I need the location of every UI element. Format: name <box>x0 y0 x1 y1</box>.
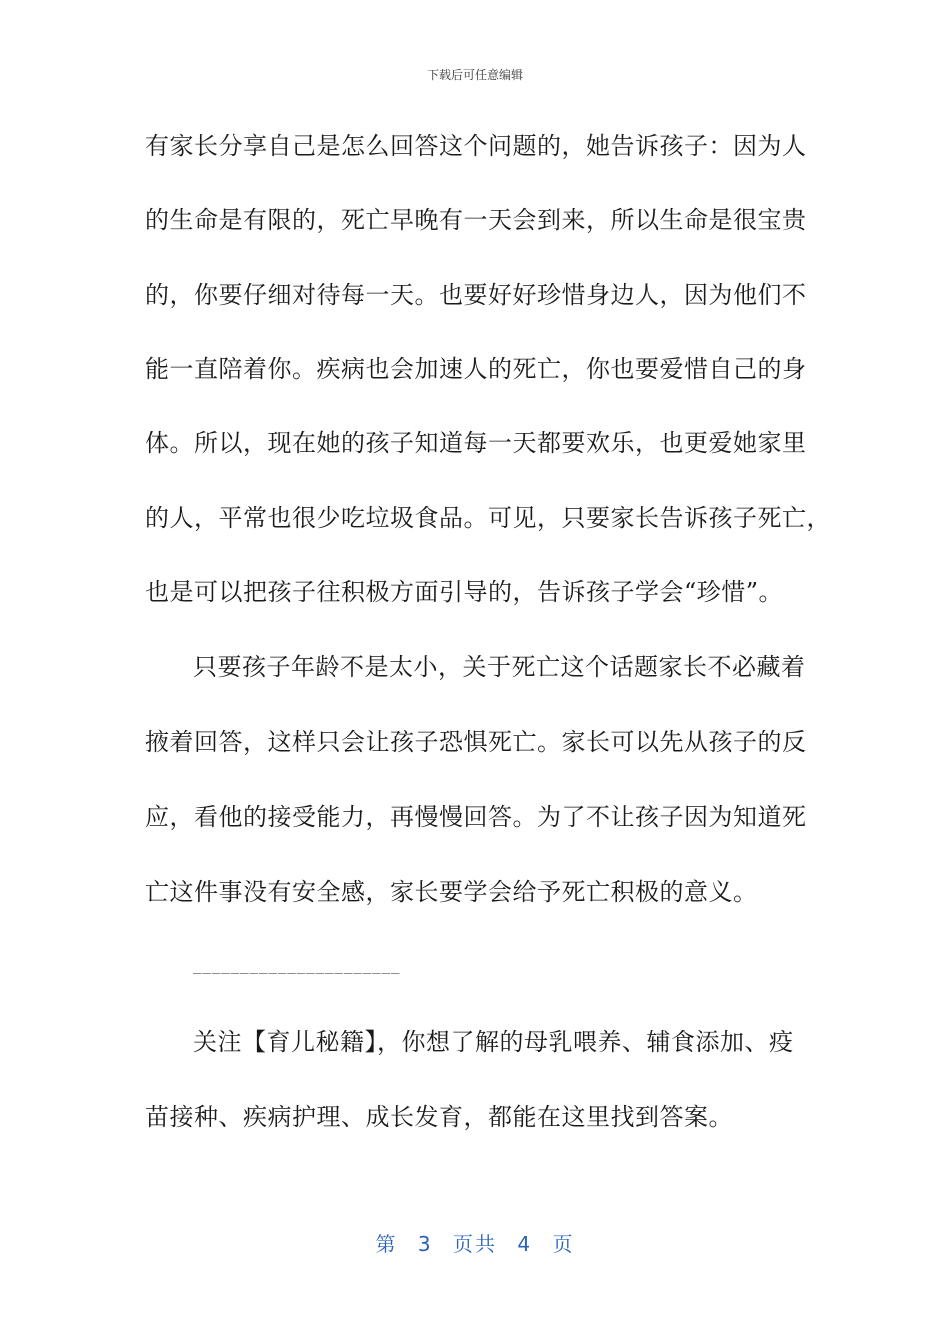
page-header: 下载后可任意编辑 <box>426 68 523 82</box>
text-line: 也是可以把孩子往积极方面引导的，告诉孩子学会“珍惜”。 <box>145 578 784 606</box>
text-line: 苗接种、疾病护理、成长发育，都能在这里找到答案。 <box>145 1103 733 1131</box>
text-line: 关注【育儿秘籍】，你想了解的母乳喂养、辅食添加、疫 <box>193 1028 794 1056</box>
text-line: 的，你要仔细对待每一天。也要好好珍惜身边人，因为他们不 <box>145 281 807 309</box>
text-line: 只要孩子年龄不是太小，关于死亡这个话题家长不必藏着 <box>193 653 806 681</box>
text-line: 有家长分享自己是怎么回答这个问题的，她告诉孩子：因为人 <box>145 132 807 160</box>
text-line: 亡这件事没有安全感，家长要学会给予死亡积极的意义。 <box>145 878 758 906</box>
text-line: 的人，平常也很少吃垃圾食品。可见，只要家长告诉孩子死亡， <box>145 504 831 532</box>
page-footer <box>0 1228 950 1257</box>
separator-line: ______________________ <box>193 958 401 974</box>
text-line: 能一直陪着你。疾病也会加速人的死亡，你也要爱惜自己的身 <box>145 355 807 383</box>
text-line: 掖着回答，这样只会让孩子恐惧死亡。家长可以先从孩子的反 <box>145 728 807 756</box>
footer-page-number: 3 <box>417 1232 433 1256</box>
footer-total-pages: 4 <box>517 1232 533 1256</box>
footer-prefix: 第 <box>375 1232 398 1256</box>
footer-middle: 页共 <box>453 1232 497 1256</box>
text-line: 的生命是有限的，死亡早晚有一天会到来，所以生命是很宝贵 <box>145 206 807 234</box>
footer-suffix: 页 <box>552 1232 575 1256</box>
text-line: 应，看他的接受能力，再慢慢回答。为了不让孩子因为知道死 <box>145 803 807 831</box>
text-line: 体。所以，现在她的孩子知道每一天都要欢乐，也更爱她家里 <box>145 429 807 457</box>
